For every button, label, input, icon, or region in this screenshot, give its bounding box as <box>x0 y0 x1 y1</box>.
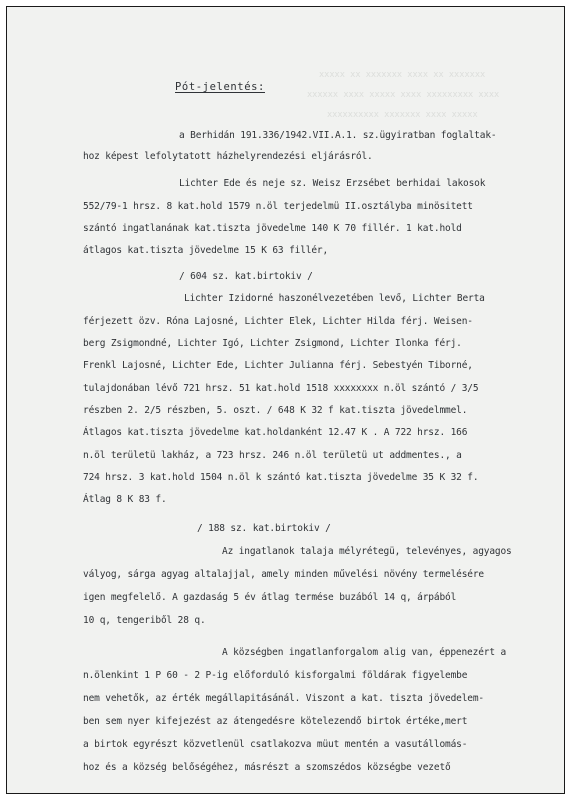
body-line-20: vályog, sárga agyag altalajjal, amely minden művelési növény termelésére <box>83 569 485 580</box>
bleed-through-text: xxxx xxxxxxxxx xxxx xxxxx xxxx xxxxxx <box>307 90 500 100</box>
body-line-1: a Berhidán 191.336/1942.VII.A.1. sz.ügyiratban foglaltak- <box>179 130 497 141</box>
body-line-11: Frenkl Lajosné, Lichter Ede, Lichter Julianna férj. Sebestyén Tiborné, <box>83 360 473 371</box>
body-line-8: Lichter Izidorné haszonélvezetében levő, Lichter Berta <box>184 293 485 304</box>
body-line-22: 10 q, tengeriből 28 q. <box>83 615 206 626</box>
body-line-24: n.ölenkint 1 P 60 - 2 P-ig előforduló kisforgalmi földárak figyelembe <box>83 670 468 681</box>
body-line-27: a birtok egyrészt közvetlenül csatlakozva müut mentén a vasutállomás- <box>83 739 468 750</box>
body-line-6: átlagos kat.tiszta jövedelme 15 K 63 fillér, <box>83 245 329 256</box>
body-line-17: Átlag 8 K 83 f. <box>83 494 167 505</box>
body-line-7: / 604 sz. kat.birtokiv / <box>179 271 313 282</box>
body-line-5: szántó ingatlanának kat.tiszta jövedelme 140 K 70 fillér. 1 kat.hold <box>83 223 462 234</box>
body-line-16: 724 hrsz. 3 kat.hold 1504 n.öl k szántó kat.tiszta jövedelme 35 K 32 f. <box>83 472 479 483</box>
document-page <box>6 6 565 794</box>
body-line-2: hoz képest lefolytatott házhelyrendezési eljárásról. <box>83 151 373 162</box>
body-line-19: Az ingatlanok talaja mélyrétegü, televényes, agyagos <box>222 546 512 557</box>
body-line-21: igen megfelelő. A gazdaság 5 év átlag termése buzából 14 q, árpából <box>83 592 457 603</box>
body-line-15: n.öl területü lakház, a 723 hrsz. 246 n.öl területü ut addmentes., a <box>83 450 462 461</box>
body-line-26: ben sem nyer kifejezést az átengedésre kötelezendő birtok értéke,mert <box>83 716 468 727</box>
body-line-9: férjezett özv. Róna Lajosné, Lichter Elek, Lichter Hilda férj. Weisen- <box>83 316 473 327</box>
body-line-23: A községben ingatlanforgalom alig van, éppenezért a <box>222 647 507 658</box>
body-line-4: 552/79-1 hrsz. 8 kat.hold 1579 n.öl terjedelmü II.osztályba minösitett <box>83 201 473 212</box>
body-line-14: Átlagos kat.tiszta jövedelme kat.holdanként 12.47 K . A 722 hrsz. 166 <box>83 427 468 438</box>
body-line-12: tulajdonában lévő 721 hrsz. 51 kat.hold 1518 xxxxxxxx n.öl szántó / 3/5 <box>83 383 479 394</box>
body-line-18: / 188 sz. kat.birtokiv / <box>197 523 331 534</box>
bleed-through-text: xxxxx xxxx xxxxxxx xxxxxxxxxx <box>327 110 478 120</box>
body-line-13: részben 2. 2/5 részben, 5. oszt. / 648 K 32 f kat.tiszta jövedelmmel. <box>83 405 468 416</box>
body-line-28: hoz és a község belőségéhez, másrészt a szomszédos községbe vezető <box>83 762 451 773</box>
body-line-10: berg Zsigmondné, Lichter Igó, Lichter Zsigmond, Lichter Ilonka férj. <box>83 338 462 349</box>
document-title: Pót-jelentés: <box>175 81 265 93</box>
bleed-through-text: xxxxxxx xx xxxx xxxxxxx xx xxxxx <box>319 70 486 80</box>
body-line-3: Lichter Ede és neje sz. Weisz Erzsébet berhidai lakosok <box>179 178 486 189</box>
body-line-25: nem vehetők, az érték megállapitásánál. Viszont a kat. tiszta jövedelem- <box>83 693 485 704</box>
